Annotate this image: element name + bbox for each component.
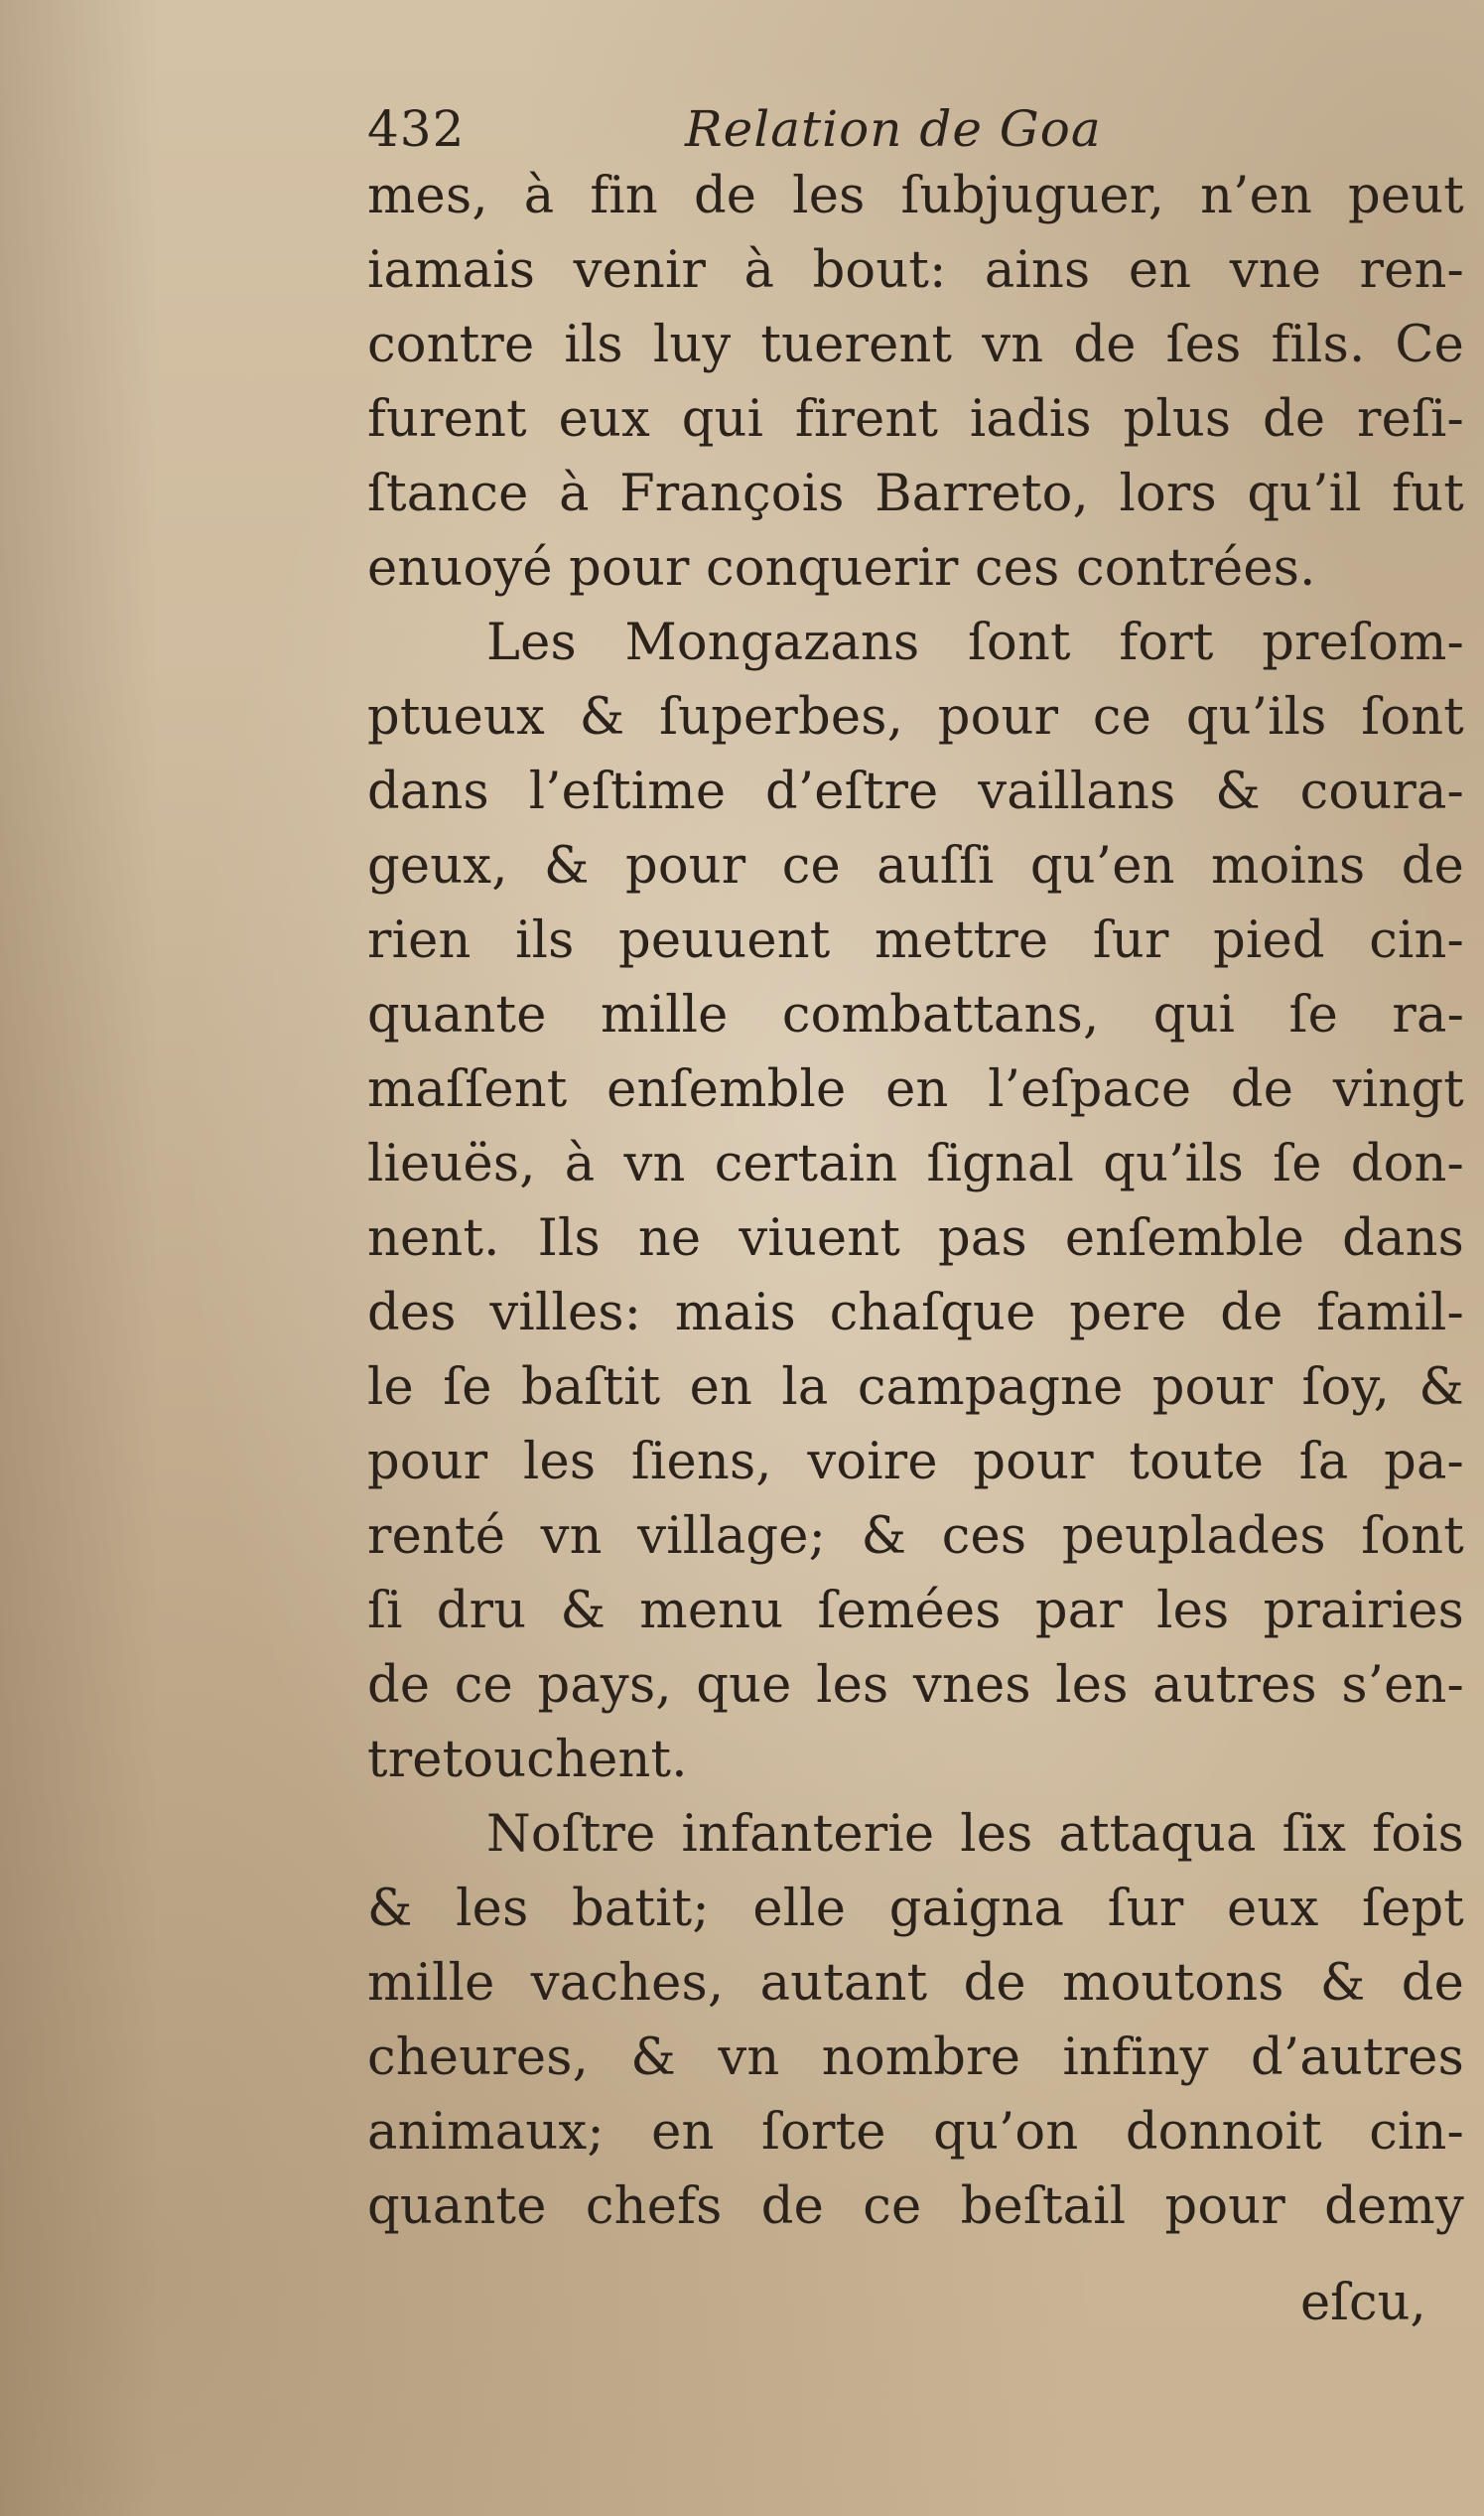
text-line: renté vn village; & ces peuplades ſont [367, 1507, 1464, 1566]
text-line: rien ils peuuent mettre ſur pied cin- [367, 911, 1464, 970]
page-header [367, 94, 1439, 164]
text-line: Les Mongazans ſont fort preſom- [486, 614, 1464, 672]
text-line: le ſe baſtit en la campagne pour ſoy, & [367, 1358, 1464, 1417]
body-text [367, 159, 1464, 2244]
text-line: nent. Ils ne viuent pas enſemble dans [367, 1209, 1464, 1268]
text-line: pour les ſiens, voire pour toute ſa pa- [367, 1433, 1464, 1491]
text-line: mes, à fin de les ſubjuguer, n’en peut [367, 167, 1464, 225]
text-line: geux, & pour ce auſſi qu’en moins de [367, 837, 1464, 896]
text-line: enuoyé pour conquerir ces contrées. [367, 539, 1316, 598]
text-line: animaux; en ſorte qu’on donnoit cin- [367, 2103, 1464, 2162]
text-line: ſtance à François Barreto, lors qu’il fut [367, 465, 1464, 523]
text-line: contre ils luy tuerent vn de ſes fils. Ce [367, 316, 1464, 374]
text-line: maſſent enſemble en l’eſpace de vingt [367, 1060, 1464, 1119]
text-line: quante mille combattans, qui ſe ra- [367, 986, 1464, 1045]
text-line: iamais venir à bout: ains en vne ren- [367, 241, 1464, 300]
text-line: Noſtre infanterie les attaqua ſix fois [486, 1805, 1464, 1864]
text-line: quante chefs de ce beſtail pour demy [367, 2177, 1464, 2236]
text-line: des villes: mais chaſque pere de famil- [367, 1284, 1464, 1342]
text-line: ptueux & ſuperbes, pour ce qu’ils ſont [367, 688, 1464, 747]
text-line: de ce pays, que les vnes les autres s’en- [367, 1656, 1464, 1715]
text-line: dans l’eſtime d’eſtre vaillans & coura- [367, 763, 1464, 821]
text-line: furent eux qui firent iadis plus de reſi- [367, 390, 1464, 449]
page-edge-stain [0, 0, 159, 2516]
text-line: cheures, & vn nombre infiny d’autres [367, 2028, 1464, 2087]
text-line: ſi dru & menu ſemées par les prairies [367, 1582, 1464, 1640]
running-title: Relation de Goa [685, 100, 1102, 158]
catchword: eſcu, [1300, 2274, 1426, 2332]
page-number: 432 [367, 100, 466, 158]
text-line: lieuës, à vn certain ſignal qu’ils ſe don- [367, 1135, 1464, 1193]
text-line: mille vaches, autant de moutons & de [367, 1954, 1464, 2013]
text-line: & les batit; elle gaigna ſur eux ſept [367, 1880, 1464, 1938]
text-line: tretouchent. [367, 1731, 688, 1789]
